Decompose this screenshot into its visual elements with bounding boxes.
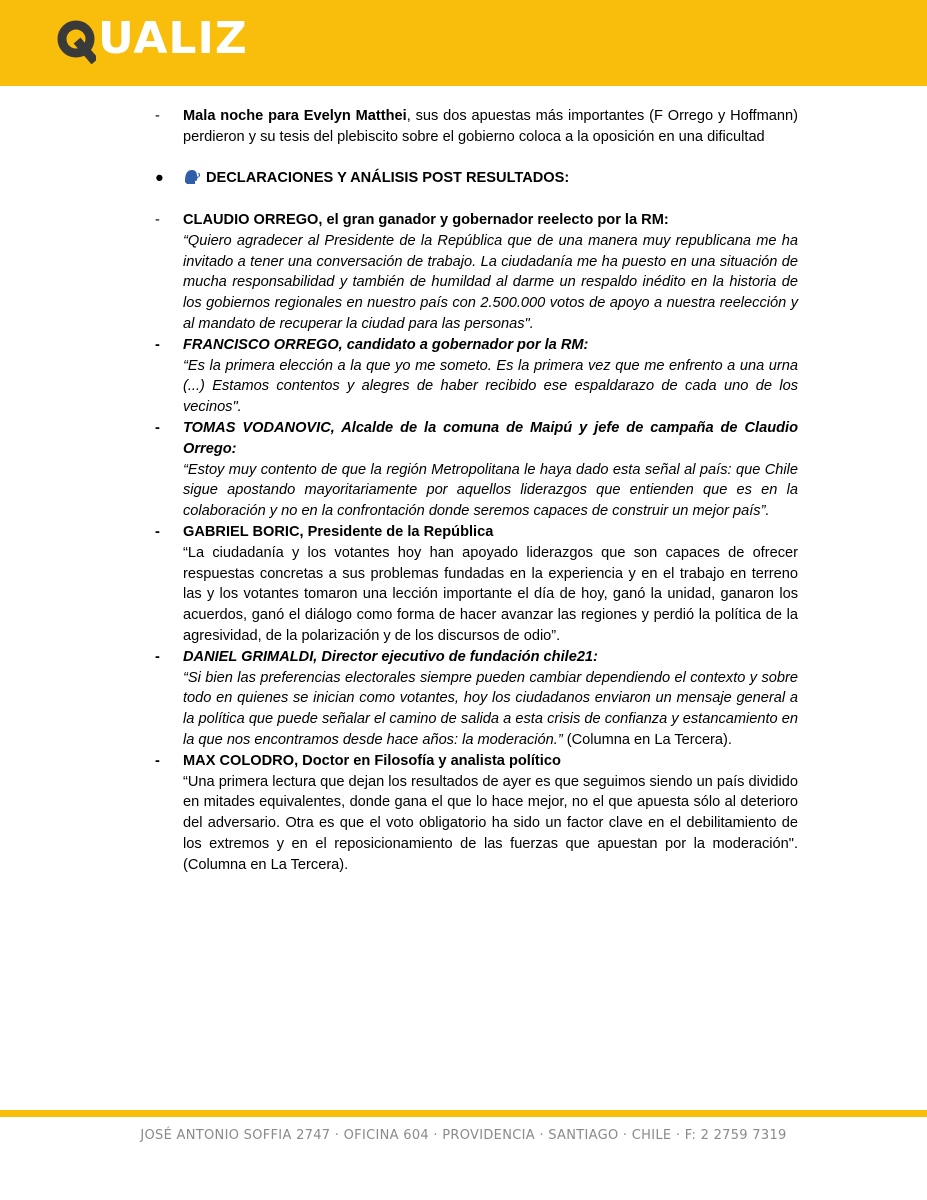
dash-marker: - bbox=[155, 336, 160, 353]
section-title: DECLARACIONES Y ANÁLISIS POST RESULTADOS: bbox=[206, 170, 570, 187]
speaking-head-icon bbox=[183, 168, 201, 184]
declaration-quote: “Si bien las preferencias electorales siempre pueden cambiar dependiendo el contexto y sobre todo en quienes se inician como votantes, hoy los ciudadanos enviaron un mensaje general a la política que puede señalar el camino de salida a esta crisis de confianza y estancamiento en la que nos encontramos desde hace años: la moderación.” bbox=[183, 669, 798, 748]
declaration-quote: “Una primera lectura que dejan los resultados de ayer es que seguimos siendo un país dividido en mitades equivalentes, donde gana el que lo hace mejor, no el que apuesta sólo al deterioro del adversario. Otra es que el voto obligatorio ha sido un factor clave en el debilitamiento de los extremos y en el reposicionamiento de las fuerzas que apuestan por la moderación". (Columna en La Tercera). bbox=[183, 773, 798, 873]
footer-address: JOSÉ ANTONIO SOFFIA 2747 · OFICINA 604 · PROVIDENCIA · SANTIAGO · CHILE · F: 2 2759 7319 bbox=[140, 1128, 787, 1143]
declaration-heading: GABRIEL BORIC, Presidente de la República bbox=[183, 523, 494, 540]
dash-marker: - bbox=[155, 211, 160, 228]
declaration-heading: DANIEL GRIMALDI, Director ejecutivo de fundación chile21: bbox=[183, 648, 598, 665]
page-header bbox=[0, 0, 927, 86]
declaration-francisco-orrego bbox=[155, 335, 798, 418]
declaration-tomas-vodanovic bbox=[155, 418, 798, 522]
bullet-marker: ● bbox=[155, 170, 164, 187]
dash-marker: - bbox=[155, 648, 160, 665]
declaration-heading: FRANCISCO ORREGO, candidato a gobernador por la RM: bbox=[183, 336, 589, 353]
declaration-heading: TOMAS VODANOVIC, Alcalde de la comuna de Maipú y jefe de campaña de Claudio Orrego: bbox=[183, 419, 798, 457]
declaration-source: (Columna en La Tercera). bbox=[562, 731, 732, 748]
intro-bold: Mala noche para Evelyn Matthei bbox=[183, 108, 407, 124]
declaration-quote: “Estoy muy contento de que la región Metropolitana le haya dado esta señal al país: que Chile sigue apostando mayoritariamente por aquellos liderazgos que entienden que es en la colaboración y no en la confrontación donde seremos capaces de construir un mejor país”. bbox=[183, 461, 798, 520]
logo-wordmark: UALIZ bbox=[98, 13, 248, 64]
logo-q-icon bbox=[56, 14, 96, 64]
intro-item bbox=[155, 106, 798, 148]
declaration-quote: “Quiero agradecer al Presidente de la República que de una manera muy republicana me ha invitado a tener una conversación de trabajo. La ciudadanía me ha puesto en una situación de mucha responsabilidad y también de humildad al darme un respaldo inédito en la historia de los gobiernos regionales en nuestro país con 2.500.000 votos de apoyo a nuestra reelección y al mandato de recuperar la ciudad para las personas". bbox=[183, 232, 798, 332]
declaration-gabriel-boric bbox=[155, 522, 798, 647]
intro-text: , sus dos apuestas más importantes (F Orrego y Hoffmann) perdieron y su tesis del plebiscito sobre el gobierno coloca a la oposición en una dificultad bbox=[183, 108, 798, 145]
declaration-paragraph bbox=[183, 668, 798, 751]
declaration-quote: “La ciudadanía y los votantes hoy han apoyado liderazgos que son capaces de ofrecer respuestas concretas a sus problemas fundadas en la experiencia y en el trabajo en terreno las y los votantes tomaron una lección importante el día de hoy, ganó la unidad, ganaron los acuerdos, ganó el diálogo como forma de hacer avanzar las regiones y perdió la política de la agresividad, de la polarización y de los discursos de odio”. bbox=[183, 544, 798, 644]
declaration-heading: MAX COLODRO, Doctor en Filosofía y analista político bbox=[183, 752, 561, 769]
declaration-claudio-orrego bbox=[155, 210, 798, 335]
qualiz-logo bbox=[56, 14, 248, 64]
document-body bbox=[155, 106, 798, 875]
declaration-heading: CLAUDIO ORREGO, el gran ganador y gobernador reelecto por la RM: bbox=[183, 211, 669, 228]
intro-paragraph bbox=[183, 106, 798, 148]
footer-divider bbox=[0, 1110, 927, 1117]
declaration-max-colodro bbox=[155, 751, 798, 876]
declaration-daniel-grimaldi bbox=[155, 647, 798, 751]
dash-marker: - bbox=[155, 419, 160, 436]
dash-marker: - bbox=[155, 752, 160, 769]
dash-marker: - bbox=[155, 523, 160, 540]
declaration-quote: “Es la primera elección a la que yo me someto. Es la primera vez que me enfrento a una urna (...) Estamos contentos y alegres de haber recibido ese espaldarazo de cada uno de los vecinos". bbox=[183, 357, 798, 416]
section-heading bbox=[155, 168, 798, 189]
dash-marker: - bbox=[155, 108, 160, 124]
